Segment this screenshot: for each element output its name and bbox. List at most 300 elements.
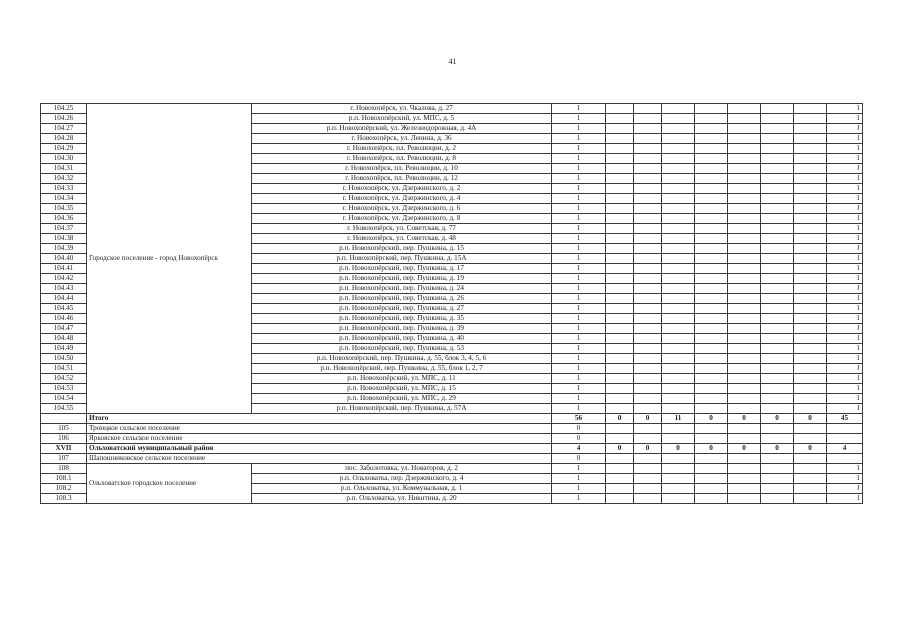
address: г. Новохопёрск, ул. Ленина, д. 36 (252, 134, 552, 144)
final-count: 1 (827, 404, 863, 414)
empty-cell (761, 244, 794, 254)
final-count: 1 (827, 354, 863, 364)
empty-cell (606, 274, 634, 284)
final-count: 1 (827, 174, 863, 184)
district-value: 0 (662, 444, 695, 454)
empty-cell (662, 254, 695, 264)
empty-cell (662, 114, 695, 124)
total-count: 1 (552, 224, 606, 234)
empty-cell (794, 284, 827, 294)
empty-cell (662, 264, 695, 274)
row-number: 104.30 (41, 154, 87, 164)
district-value: 4 (827, 444, 863, 454)
empty-cell (761, 174, 794, 184)
total-count: 1 (552, 134, 606, 144)
row-number: 104.29 (41, 144, 87, 154)
empty-cell (634, 354, 662, 364)
empty-cell (606, 304, 634, 314)
empty-cell (662, 374, 695, 384)
total-count: 1 (552, 164, 606, 174)
total-count: 0 (552, 454, 606, 464)
empty-cell (662, 224, 695, 234)
final-count: 1 (827, 344, 863, 354)
empty-cell (634, 344, 662, 354)
address: р.п. Новохопёрский, ул. Железнодорожная, д. 4А (252, 124, 552, 134)
empty-cell (761, 304, 794, 314)
empty-cell (728, 234, 761, 244)
final-count: 1 (827, 374, 863, 384)
total-count: 1 (552, 144, 606, 154)
row-number: 108 (41, 464, 87, 474)
empty-cell (728, 374, 761, 384)
district-value: 4 (552, 444, 606, 454)
empty-cell (606, 104, 634, 114)
empty-cell (606, 344, 634, 354)
empty-cell (606, 374, 634, 384)
final-count: 1 (827, 274, 863, 284)
housing-table (40, 103, 863, 504)
empty-cell (634, 374, 662, 384)
empty-cell (606, 214, 634, 224)
empty-cell (662, 434, 695, 444)
row-number: 104.47 (41, 324, 87, 334)
empty-cell (662, 244, 695, 254)
empty-cell (761, 274, 794, 284)
empty-cell (695, 484, 728, 494)
empty-cell (761, 424, 794, 434)
empty-cell (794, 324, 827, 334)
final-count: 1 (827, 164, 863, 174)
address: р.п. Новохопёрский, пер. Пушкина, д. 55, блок 1, 2, 7 (252, 364, 552, 374)
final-count: 1 (827, 364, 863, 374)
empty-cell (634, 304, 662, 314)
address: г. Новохопёрск, пл. Революции, д. 8 (252, 154, 552, 164)
row-number: 104.39 (41, 244, 87, 254)
district-value: 0 (728, 444, 761, 454)
empty-cell (761, 334, 794, 344)
address: р.п. Ольховатка, ул. Никитина, д. 20 (252, 494, 552, 504)
empty-cell (761, 344, 794, 354)
empty-cell (695, 174, 728, 184)
empty-cell (761, 354, 794, 364)
empty-cell (728, 464, 761, 474)
district-row (41, 444, 863, 454)
empty-cell (695, 424, 728, 434)
final-count: 1 (827, 314, 863, 324)
empty-cell (695, 324, 728, 334)
empty-cell (761, 394, 794, 404)
total-count: 1 (552, 214, 606, 224)
empty-cell (606, 114, 634, 124)
total-count: 1 (552, 184, 606, 194)
total-count: 1 (552, 104, 606, 114)
table-row (41, 434, 863, 444)
address: р.п. Новохопёрский, пер. Пушкина, д. 15 (252, 244, 552, 254)
empty-cell (695, 224, 728, 234)
empty-cell (728, 314, 761, 324)
empty-cell (728, 244, 761, 254)
empty-cell (634, 434, 662, 444)
empty-cell (695, 204, 728, 214)
address: г. Новохопёрск, ул. Советская, д. 77 (252, 224, 552, 234)
empty-cell (634, 274, 662, 284)
total-count: 1 (552, 364, 606, 374)
empty-cell (634, 494, 662, 504)
empty-cell (794, 214, 827, 224)
empty-cell (761, 214, 794, 224)
empty-cell (728, 294, 761, 304)
row-number: 106 (41, 434, 87, 444)
table-row (41, 454, 863, 464)
empty-cell (794, 104, 827, 114)
district-value: 0 (634, 444, 662, 454)
empty-cell (761, 114, 794, 124)
settlement-name: Ольховатское городское поселение (87, 464, 252, 504)
empty-cell (634, 164, 662, 174)
address: р.п. Новохопёрский, пер. Пушкина, д. 19 (252, 274, 552, 284)
row-number: 104.25 (41, 104, 87, 114)
final-count: 1 (827, 144, 863, 154)
empty-cell (761, 204, 794, 214)
final-count: 1 (827, 224, 863, 234)
empty-cell (794, 134, 827, 144)
empty-cell (695, 384, 728, 394)
empty-cell (606, 354, 634, 364)
total-count: 1 (552, 344, 606, 354)
empty-cell (662, 354, 695, 364)
row-number: 108.2 (41, 484, 87, 494)
empty-cell (761, 284, 794, 294)
empty-cell (606, 464, 634, 474)
final-count: 1 (827, 484, 863, 494)
row-number: 104.28 (41, 134, 87, 144)
empty-cell (794, 454, 827, 464)
empty-cell (695, 144, 728, 154)
totals-value: 45 (827, 414, 863, 424)
empty-cell (606, 434, 634, 444)
empty-cell (606, 284, 634, 294)
district-value: 0 (695, 444, 728, 454)
address: р.п. Новохопёрский, ул. МПС, д. 15 (252, 384, 552, 394)
empty-cell (794, 344, 827, 354)
address: пос. Заболотовка, ул. Новаторов, д. 2 (252, 464, 552, 474)
empty-cell (662, 294, 695, 304)
empty-cell (634, 194, 662, 204)
settlement-name: Троицкое сельское поселение (87, 424, 552, 434)
final-count: 1 (827, 334, 863, 344)
address: г. Новохопёрск, ул. Дзержинского, д. 8 (252, 214, 552, 224)
table-row (41, 464, 863, 474)
empty-cell (761, 134, 794, 144)
address: г. Новохопёрск, ул. Дзержинского, д. 2 (252, 184, 552, 194)
empty-cell (695, 354, 728, 364)
empty-cell (728, 264, 761, 274)
totals-value: 0 (695, 414, 728, 424)
address: р.п. Ольховатка, пер. Дзержинского, д. 4 (252, 474, 552, 484)
empty-cell (606, 494, 634, 504)
address: р.п. Новохопёрский, пер. Пушкина, д. 15А (252, 254, 552, 264)
empty-cell (695, 474, 728, 484)
empty-cell (794, 384, 827, 394)
empty-cell (606, 364, 634, 374)
empty-cell (794, 334, 827, 344)
empty-cell (761, 454, 794, 464)
empty-cell (794, 354, 827, 364)
empty-cell (761, 324, 794, 334)
empty-cell (794, 314, 827, 324)
total-count: 1 (552, 354, 606, 364)
empty-cell (634, 254, 662, 264)
row-number: 104.55 (41, 404, 87, 414)
empty-cell (761, 494, 794, 504)
empty-cell (761, 384, 794, 394)
empty-cell (695, 454, 728, 464)
empty-cell (634, 474, 662, 484)
empty-cell (728, 494, 761, 504)
empty-cell (695, 194, 728, 204)
empty-cell (634, 134, 662, 144)
empty-cell (695, 464, 728, 474)
empty-cell (606, 324, 634, 334)
district-value: 0 (794, 444, 827, 454)
empty-cell (728, 344, 761, 354)
empty-cell (728, 404, 761, 414)
empty-cell (794, 424, 827, 434)
empty-cell (695, 434, 728, 444)
empty-cell (761, 234, 794, 244)
empty-cell (794, 474, 827, 484)
empty-cell (794, 404, 827, 414)
empty-cell (606, 124, 634, 134)
row-number: 104.44 (41, 294, 87, 304)
empty-cell (728, 224, 761, 234)
empty-cell (728, 214, 761, 224)
empty-cell (794, 194, 827, 204)
total-count: 1 (552, 264, 606, 274)
empty-cell (606, 184, 634, 194)
total-count: 1 (552, 204, 606, 214)
empty-cell (728, 274, 761, 284)
empty-cell (695, 254, 728, 264)
empty-cell (794, 434, 827, 444)
empty-cell (761, 314, 794, 324)
empty-cell (662, 184, 695, 194)
empty-cell (728, 194, 761, 204)
address: р.п. Новохопёрский, пер. Пушкина, д. 24 (252, 284, 552, 294)
empty-cell (695, 214, 728, 224)
empty-cell (662, 424, 695, 434)
empty-cell (761, 294, 794, 304)
empty-cell (761, 484, 794, 494)
empty-cell (606, 164, 634, 174)
empty-cell (695, 314, 728, 324)
empty-cell (634, 104, 662, 114)
settlement-name: Городское поселение - город Новохопёрск (87, 104, 252, 414)
empty-cell (728, 104, 761, 114)
empty-cell (606, 234, 634, 244)
empty-cell (634, 204, 662, 214)
empty-cell (606, 404, 634, 414)
empty-cell (662, 484, 695, 494)
total-count: 1 (552, 494, 606, 504)
empty-cell (606, 484, 634, 494)
address: р.п. Новохопёрский, пер. Пушкина, д. 40 (252, 334, 552, 344)
empty-cell (794, 224, 827, 234)
row-number: 104.49 (41, 344, 87, 354)
empty-cell (662, 364, 695, 374)
address: г. Новохопёрск, ул. Дзержинского, д. 6 (252, 204, 552, 214)
empty-cell (827, 424, 863, 434)
final-count: 1 (827, 494, 863, 504)
total-count: 1 (552, 314, 606, 324)
empty-cell (662, 454, 695, 464)
final-count: 1 (827, 464, 863, 474)
empty-cell (634, 324, 662, 334)
empty-cell (761, 254, 794, 264)
empty-cell (634, 244, 662, 254)
total-count: 1 (552, 374, 606, 384)
row-number: 104.41 (41, 264, 87, 274)
empty-cell (606, 154, 634, 164)
final-count: 1 (827, 474, 863, 484)
empty-cell (761, 104, 794, 114)
empty-cell (728, 174, 761, 184)
empty-cell (606, 384, 634, 394)
empty-cell (695, 344, 728, 354)
empty-cell (695, 114, 728, 124)
totals-value: 0 (606, 414, 634, 424)
total-count: 1 (552, 254, 606, 264)
empty-cell (634, 174, 662, 184)
totals-value: 0 (634, 414, 662, 424)
empty-cell (728, 334, 761, 344)
final-count: 1 (827, 154, 863, 164)
empty-cell (695, 264, 728, 274)
total-count: 1 (552, 284, 606, 294)
row-number: 104.27 (41, 124, 87, 134)
empty-cell (634, 394, 662, 404)
empty-cell (695, 304, 728, 314)
empty-cell (794, 174, 827, 184)
total-count: 1 (552, 484, 606, 494)
address: р.п. Новохопёрский, пер. Пушкина, д. 57А (252, 404, 552, 414)
empty-cell (794, 254, 827, 264)
address: р.п. Новохопёрский, пер. Пушкина, д. 26 (252, 294, 552, 304)
empty-cell (662, 464, 695, 474)
address: р.п. Ольховатка, ул. Коммунальная, д. 1 (252, 484, 552, 494)
row-number: 104.31 (41, 164, 87, 174)
empty-cell (728, 354, 761, 364)
empty-cell (606, 134, 634, 144)
table-row (41, 424, 863, 434)
row-number: 104.42 (41, 274, 87, 284)
district-number: XVII (41, 444, 87, 454)
final-count: 1 (827, 124, 863, 134)
empty-cell (634, 144, 662, 154)
final-count: 1 (827, 184, 863, 194)
total-count: 1 (552, 474, 606, 484)
total-count: 1 (552, 194, 606, 204)
empty-cell (761, 164, 794, 174)
empty-cell (634, 294, 662, 304)
empty-cell (761, 264, 794, 274)
row-number: 104.54 (41, 394, 87, 404)
empty-cell (634, 364, 662, 374)
empty-cell (761, 364, 794, 374)
empty-cell (728, 324, 761, 334)
empty-cell (761, 464, 794, 474)
empty-cell (728, 204, 761, 214)
final-count: 1 (827, 194, 863, 204)
address: р.п. Новохопёрский, пер. Пушкина, д. 17 (252, 264, 552, 274)
empty-cell (606, 174, 634, 184)
address: р.п. Новохопёрский, ул. МПС, д. 29 (252, 394, 552, 404)
empty-cell (728, 254, 761, 264)
total-count: 1 (552, 274, 606, 284)
empty-cell (662, 344, 695, 354)
empty-cell (794, 124, 827, 134)
empty-cell (761, 154, 794, 164)
empty-cell (794, 114, 827, 124)
final-count: 1 (827, 384, 863, 394)
empty-cell (634, 234, 662, 244)
address: р.п. Новохопёрский, пер. Пушкина, д. 39 (252, 324, 552, 334)
empty-cell (695, 234, 728, 244)
empty-cell (606, 334, 634, 344)
total-count: 1 (552, 324, 606, 334)
empty-cell (761, 434, 794, 444)
final-count: 1 (827, 134, 863, 144)
empty-cell (634, 124, 662, 134)
empty-cell (662, 204, 695, 214)
empty-cell (728, 134, 761, 144)
empty-cell (728, 424, 761, 434)
empty-cell (606, 254, 634, 264)
empty-cell (662, 234, 695, 244)
empty-cell (606, 424, 634, 434)
empty-cell (728, 394, 761, 404)
empty-cell (606, 454, 634, 464)
empty-cell (728, 114, 761, 124)
empty-cell (662, 384, 695, 394)
empty-cell (662, 194, 695, 204)
empty-cell (662, 274, 695, 284)
final-count: 1 (827, 104, 863, 114)
total-count: 1 (552, 234, 606, 244)
empty-cell (794, 364, 827, 374)
address: г. Новохопёрск, ул. Советская, д. 48 (252, 234, 552, 244)
empty-cell (794, 274, 827, 284)
empty-cell (728, 434, 761, 444)
total-count: 1 (552, 334, 606, 344)
empty-cell (728, 364, 761, 374)
empty-cell (662, 284, 695, 294)
empty-cell (662, 394, 695, 404)
empty-cell (695, 274, 728, 284)
final-count: 1 (827, 234, 863, 244)
address: г. Новохопёрск, ул. Чкалова, д. 27 (252, 104, 552, 114)
empty-cell (606, 204, 634, 214)
empty-cell (41, 414, 87, 424)
final-count: 1 (827, 254, 863, 264)
final-count: 1 (827, 114, 863, 124)
empty-cell (728, 284, 761, 294)
empty-cell (606, 194, 634, 204)
empty-cell (695, 394, 728, 404)
row-number: 104.33 (41, 184, 87, 194)
final-count: 1 (827, 324, 863, 334)
total-count: 1 (552, 304, 606, 314)
